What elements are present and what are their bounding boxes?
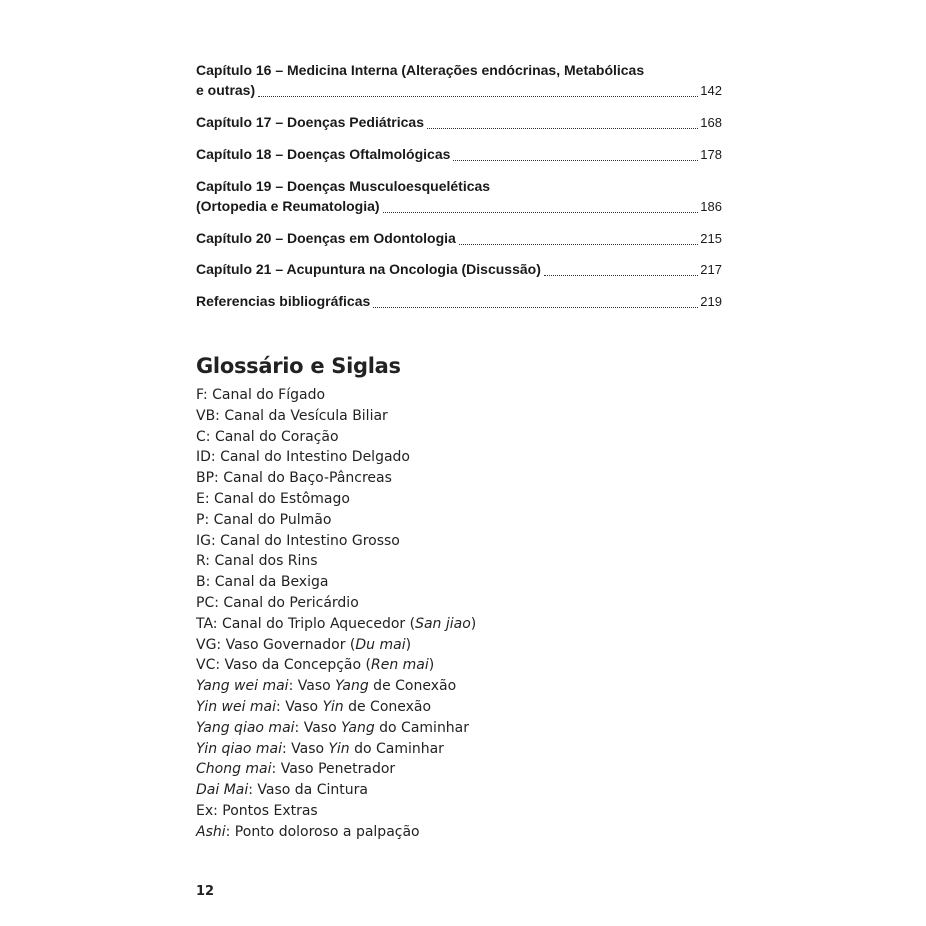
glossary-text: : Vaso (276, 698, 323, 715)
toc-entry-page: 186 (700, 199, 722, 214)
toc-entry-page: 217 (700, 262, 722, 277)
glossary-text: F: Canal do Fígado (196, 387, 326, 403)
glossary-term-italic: Du mai (355, 636, 406, 653)
glossary-term-italic: San jiao (415, 615, 471, 632)
toc-entry-page: 178 (700, 147, 722, 162)
dot-leader (383, 211, 699, 213)
glossary-text: TA: Canal do Triplo Aquecedor ( (196, 615, 416, 632)
glossary-item (196, 551, 476, 572)
toc-entry[interactable] (196, 144, 722, 165)
toc-entry-title: Capítulo 17 – Doenças Pediátricas (196, 114, 424, 130)
glossary-text: C: Canal do Coração (196, 428, 339, 445)
toc-entry-page: 215 (700, 231, 722, 246)
glossary-term-italic: Yang qiao mai (196, 719, 295, 736)
glossary-item (196, 697, 476, 718)
toc-entry[interactable] (196, 112, 722, 133)
glossary-text: ) (428, 657, 435, 674)
glossary-text: BP: Canal do Baço-Pâncreas (196, 470, 392, 487)
glossary-term-italic: Dai Mai (196, 782, 249, 799)
glossary-item (196, 510, 476, 531)
glossary-text: : Vaso (282, 740, 329, 757)
glossary-text: IG: Canal do Intestino Grosso (196, 532, 400, 549)
toc-entry-title-line1: Capítulo 16 – Medicina Interna (Alterações endócrinas, Metabólicas (196, 62, 645, 78)
glossary-text: : Ponto doloroso a palpação (225, 823, 420, 840)
toc-entry-title: Capítulo 20 – Doenças em Odontologia (196, 230, 456, 246)
glossary-text: PC: Canal do Pericárdio (196, 594, 359, 611)
glossary-term-italic: Yin (328, 740, 350, 757)
glossary-item (196, 655, 476, 676)
glossary-term-italic: Yang (341, 719, 375, 736)
dot-leader (544, 274, 698, 276)
glossary-text: VG: Vaso Governador ( (196, 636, 356, 653)
toc-entry-title: (Ortopedia e Reumatologia) (196, 198, 380, 214)
toc-entry-page: 168 (700, 115, 722, 130)
glossary-term-italic: Yang (335, 678, 369, 695)
glossary-item (196, 718, 476, 739)
glossary-text: do Caminhar (349, 740, 444, 757)
glossary-item (196, 385, 476, 406)
glossary-text: B: Canal da Bexiga (196, 574, 329, 591)
glossary-item (196, 780, 476, 801)
glossary-term-italic: Yin wei mai (196, 698, 277, 715)
dot-leader (453, 159, 698, 161)
glossary-item (196, 635, 476, 656)
toc-entry-page: 219 (700, 294, 722, 309)
glossary-term-italic: Yang wei mai (196, 678, 289, 695)
glossary-text: : Vaso (288, 678, 336, 695)
glossary-text: do Caminhar (374, 719, 470, 736)
glossary-item (196, 572, 476, 593)
toc-entry-page: 142 (700, 83, 722, 98)
toc-entry-title: e outras) (196, 82, 256, 98)
glossary-item (196, 614, 476, 635)
glossary-text: Ex: Pontos Extras (196, 802, 318, 819)
toc-entry[interactable] (196, 228, 722, 249)
glossary-item (196, 822, 476, 843)
glossary-text: de Conexão (343, 698, 432, 715)
glossary-item (196, 759, 476, 780)
glossary-item (196, 801, 476, 822)
glossary-item (196, 468, 476, 489)
toc-entry[interactable] (196, 291, 722, 312)
toc-entry[interactable] (196, 60, 722, 101)
glossary-item (196, 531, 476, 552)
glossary-text: R: Canal dos Rins (196, 553, 318, 570)
glossary-item (196, 406, 476, 427)
glossary-item (196, 489, 476, 510)
glossary-item (196, 447, 476, 468)
glossary-text: : Vaso (294, 719, 342, 736)
glossary-title: Glossário e Siglas (196, 354, 401, 378)
toc-entry-title: Referencias bibliográficas (196, 293, 371, 309)
dot-leader (459, 243, 698, 245)
glossary-item (196, 676, 476, 697)
glossary-text: ID: Canal do Intestino Delgado (196, 449, 410, 466)
page-number: 12 (196, 884, 215, 899)
glossary-term-italic: Chong mai (196, 761, 272, 778)
toc-entry[interactable] (196, 176, 722, 217)
dot-leader (258, 95, 698, 97)
glossary-item (196, 739, 476, 760)
toc-entry-title-line1: Capítulo 19 – Doenças Musculoesqueléticas (196, 178, 491, 194)
glossary-text: de Conexão (368, 678, 457, 695)
glossary-term-italic: Ren mai (370, 657, 429, 674)
glossary-text: VC: Vaso da Concepção ( (196, 657, 371, 674)
toc-entry[interactable] (196, 259, 722, 280)
table-of-contents (196, 60, 722, 323)
glossary-term-italic: Ashi (196, 823, 226, 840)
glossary-text: E: Canal do Estômago (196, 490, 350, 507)
glossary-text: : Vaso da Cintura (248, 782, 368, 799)
glossary-item (196, 593, 476, 614)
toc-entry-title: Capítulo 18 – Doenças Oftalmológicas (196, 146, 451, 162)
glossary-item (196, 427, 476, 448)
glossary-text: VB: Canal da Vesícula Biliar (196, 407, 388, 424)
dot-leader (373, 306, 698, 308)
glossary-text: : Vaso Penetrador (271, 761, 396, 778)
glossary-text: ) (405, 636, 412, 653)
toc-entry-title: Capítulo 21 – Acupuntura na Oncologia (Discussão) (196, 261, 541, 277)
glossary-text: P: Canal do Pulmão (196, 511, 332, 528)
glossary-text: ) (470, 615, 477, 632)
glossary-term-italic: Yin (322, 698, 344, 715)
glossary-list (196, 385, 476, 843)
dot-leader (427, 127, 698, 129)
glossary-term-italic: Yin qiao mai (196, 740, 282, 757)
